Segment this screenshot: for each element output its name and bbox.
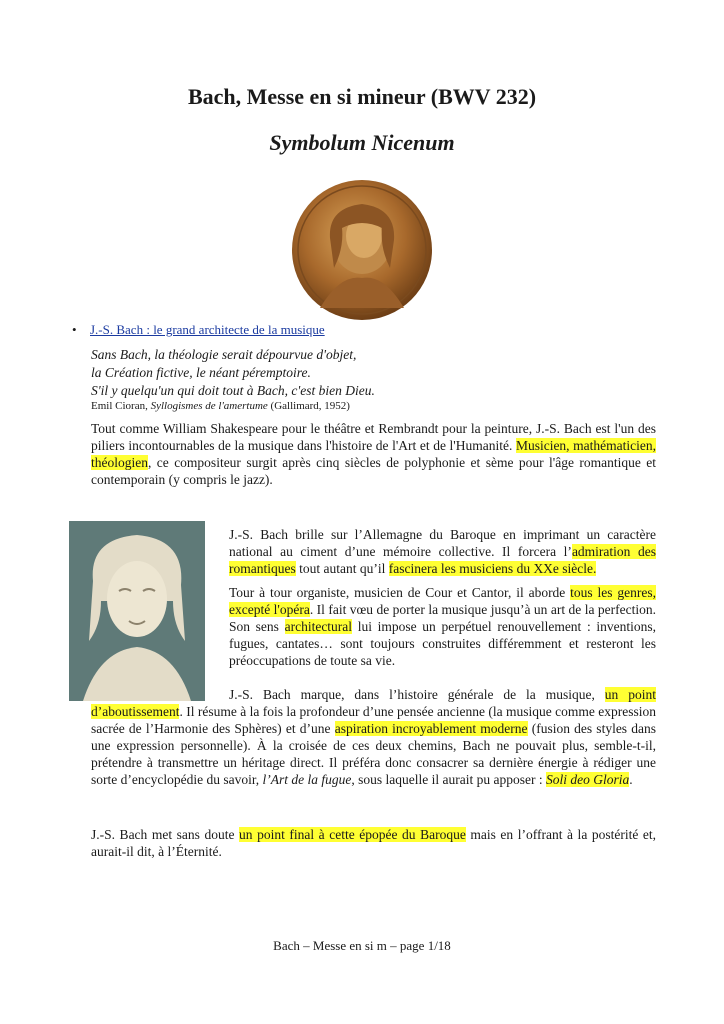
- page-subtitle: Symbolum Nicenum: [269, 130, 455, 155]
- highlight: Soli deo Gloria: [545, 772, 630, 787]
- quote-author: Emil Cioran,: [91, 400, 148, 412]
- medal-portrait-image: [290, 178, 434, 322]
- paragraph-baroque: J.-S. Bach brille sur l’Allemagne du Baroque en imprimant un caractère national au ciment d’une mémoire collective. Il forcera l’admiration des romantiques tout autant qu’il fascinera les musiciens du XXe siècle.: [229, 527, 657, 576]
- paragraph-conclusion: J.-S. Bach met sans doute un point final à cette épopée du Baroque mais en l’offrant à la postérité et, aurait-il dit, à l’Éternité.: [91, 827, 657, 859]
- quote-line: Sans Bach, la théologie serait dépourvue d'objet,: [91, 347, 357, 362]
- bust-portrait-image: [69, 521, 205, 701]
- quote-line: la Création fictive, le néant péremptoire.: [91, 365, 311, 380]
- highlight: un point final à cette épopée du Baroque: [239, 827, 466, 842]
- highlight: Musicien, mathématicien, théologien: [91, 438, 656, 470]
- highlight: architectural: [284, 619, 353, 634]
- paragraph-intro: Tout comme William Shakespeare pour le théâtre et Rembrandt pour la peinture, J.-S. Bach est l'un des piliers incontournables de la musique dans l'histoire de l'Art et de l'Humanité. Musicien, mathématicien, théologien, ce compositeur surgit après cinq siècles de polyphonie et sème pour l'âge romantique et contemporain (y compris le jazz).: [91, 421, 656, 487]
- quote-work: Syllogismes de l'amertume: [150, 400, 268, 412]
- highlight: un point d’aboutissement: [91, 687, 656, 719]
- work-title: l’Art de la fugue: [262, 772, 352, 787]
- bullet-link-row: [72, 322, 325, 338]
- quote-publisher: (Gallimard, 1952): [270, 400, 350, 412]
- highlight: aspiration incroyablement moderne: [334, 721, 528, 736]
- cioran-quote: [91, 346, 375, 400]
- quote-line: S'il y quelqu'un qui doit tout à Bach, c'est bien Dieu.: [91, 383, 375, 398]
- page-footer: Bach – Messe en si m – page 1/18: [273, 938, 451, 953]
- highlight: tous les genres, excepté l'opéra: [229, 585, 657, 617]
- highlight: fascinera les musiciens du XXe siècle.: [388, 561, 597, 576]
- paragraph-career: Tour à tour organiste, musicien de Cour et Cantor, il aborde tous les genres, excepté l'opéra. Il fait vœu de porter la musique jusqu’à un art de la perfection. Son sens architectural lui impose un perpétuel renouvellement : inventions, fugues, cantates… sont toujours construites différemment et resteront les préoccupations de toute sa vie.: [229, 585, 657, 668]
- bach-architect-link[interactable]: J.-S. Bach : le grand architecte de la musique: [90, 322, 325, 337]
- bullet-symbol: •: [72, 322, 77, 337]
- paragraph-history: J.-S. Bach marque, dans l’histoire générale de la musique, un point d’aboutissement. Il résume à la fois la profondeur d’une pensée ancienne (la musique comme expression sacrée de l’Harmonie des Sphères) et d’une aspiration incroyablement moderne (fusion des styles dans une expression personnelle). À la croisée de ces deux chemins, Bach ne pouvait plus, semble-t-il, prétendre à transmettre un héritage direct. Il préféra donc consacrer sa dernière énergie à rédiger une sorte d’encyclopédie du savoir, l’Art de la fugue, sous laquelle il aurait pu apposer : Soli deo Gloria.: [91, 687, 656, 787]
- page-title: Bach, Messe en si mineur (BWV 232): [187, 84, 537, 109]
- highlight: admiration des romantiques: [229, 544, 657, 576]
- quote-citation: [91, 400, 350, 412]
